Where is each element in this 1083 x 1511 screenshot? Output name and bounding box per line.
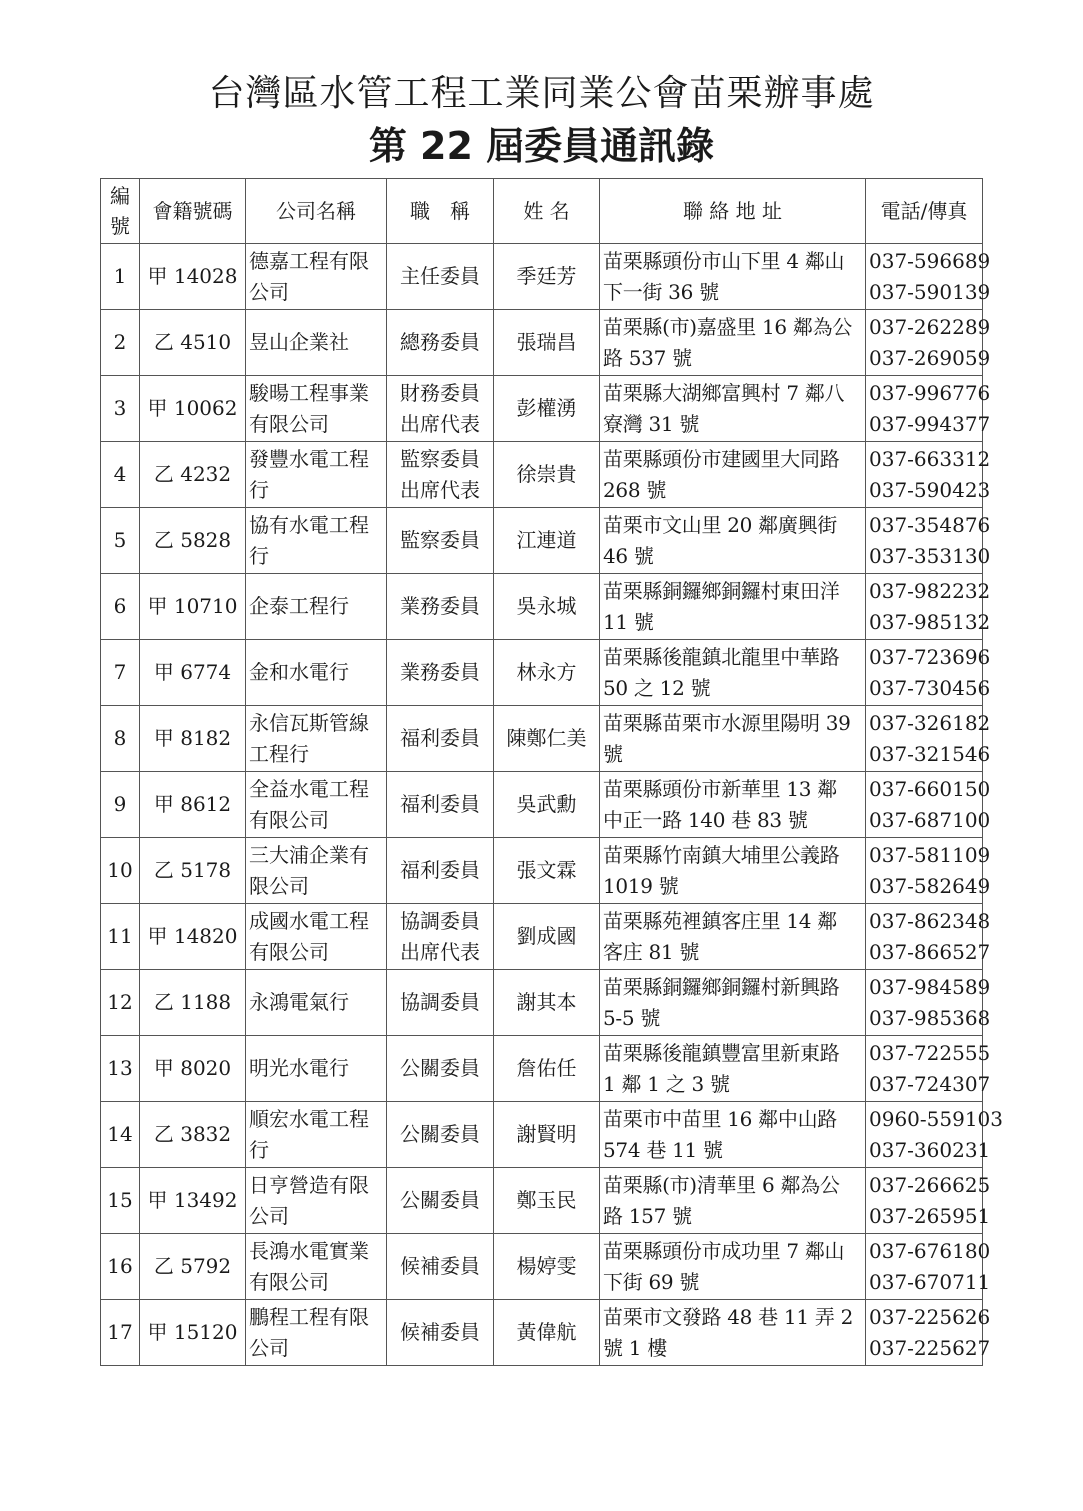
phone-fax bbox=[866, 838, 991, 904]
contact-address-line: 中正一路 140 巷 83 號 bbox=[603, 807, 808, 832]
position-title-line: 公關委員 bbox=[400, 1188, 480, 1212]
position-title bbox=[387, 640, 494, 706]
position-title-line: 福利委員 bbox=[400, 858, 480, 882]
position-title bbox=[387, 1102, 494, 1168]
phone-number: 037-723696 bbox=[869, 644, 991, 669]
person-name: 張文霖 bbox=[494, 838, 600, 904]
phone-fax bbox=[866, 1168, 991, 1234]
row-number: 2 bbox=[101, 310, 140, 376]
company-name-line: 有限公司 bbox=[249, 807, 329, 832]
contact-address-line: 寮灣 31 號 bbox=[603, 411, 700, 436]
phone-fax bbox=[866, 970, 991, 1036]
contact-address-line: 苗栗縣頭份市成功里 7 鄰山 bbox=[603, 1238, 845, 1263]
fax-number: 037-687100 bbox=[869, 807, 991, 832]
member-number: 甲 14028 bbox=[140, 244, 246, 310]
company-name-line: 協有水電工程 bbox=[249, 512, 369, 537]
company-name-line: 企泰工程行 bbox=[249, 594, 349, 618]
contact-address bbox=[600, 574, 866, 640]
member-number: 乙 3832 bbox=[140, 1102, 246, 1168]
person-name: 吳永城 bbox=[494, 574, 600, 640]
contact-address-line: 50 之 12 號 bbox=[603, 675, 711, 700]
position-title bbox=[387, 1036, 494, 1102]
position-title bbox=[387, 442, 494, 508]
contact-address bbox=[600, 838, 866, 904]
company-name-line: 限公司 bbox=[249, 873, 309, 898]
contact-address-line: 下一街 36 號 bbox=[603, 279, 719, 304]
contact-address bbox=[600, 442, 866, 508]
company-name-line: 成國水電工程 bbox=[249, 908, 369, 933]
person-name: 林永方 bbox=[494, 640, 600, 706]
row-number: 10 bbox=[101, 838, 140, 904]
phone-fax bbox=[866, 1300, 991, 1366]
contact-address bbox=[600, 1168, 866, 1234]
header-no: 編 號 bbox=[101, 179, 140, 244]
phone-number: 037-676180 bbox=[869, 1238, 991, 1263]
row-number: 4 bbox=[101, 442, 140, 508]
company-name-line: 鵬程工程有限 bbox=[249, 1304, 369, 1329]
table-row bbox=[101, 1036, 983, 1102]
fax-number: 037-225627 bbox=[869, 1335, 991, 1360]
position-title bbox=[387, 1300, 494, 1366]
contact-address bbox=[600, 904, 866, 970]
contact-address-line: 苗栗市文發路 48 巷 11 弄 2 bbox=[603, 1304, 854, 1329]
phone-fax bbox=[866, 508, 991, 574]
member-number: 甲 8182 bbox=[140, 706, 246, 772]
table-row bbox=[101, 706, 983, 772]
company-name bbox=[246, 442, 387, 508]
member-number: 甲 6774 bbox=[140, 640, 246, 706]
person-name: 徐崇貴 bbox=[494, 442, 600, 508]
fax-number: 037-265951 bbox=[869, 1203, 991, 1228]
phone-number: 037-722555 bbox=[869, 1040, 991, 1065]
company-name bbox=[246, 640, 387, 706]
header-position: 職 稱 bbox=[387, 179, 494, 244]
position-title-line: 協調委員 bbox=[400, 908, 480, 933]
contact-address bbox=[600, 244, 866, 310]
company-name bbox=[246, 1234, 387, 1300]
header-address: 聯 絡 地 址 bbox=[600, 179, 866, 244]
contact-address bbox=[600, 1300, 866, 1366]
person-name: 季廷芳 bbox=[494, 244, 600, 310]
table-row bbox=[101, 508, 983, 574]
contact-address-line: 苗栗市中苗里 16 鄰中山路 bbox=[603, 1106, 837, 1131]
member-number: 乙 4232 bbox=[140, 442, 246, 508]
table-row bbox=[101, 1300, 983, 1366]
document-subtitle: 第 22 屆委員通訊錄 bbox=[368, 124, 715, 168]
company-name-line: 公司 bbox=[249, 1335, 289, 1360]
row-number: 8 bbox=[101, 706, 140, 772]
contact-address bbox=[600, 640, 866, 706]
person-name: 詹佑任 bbox=[494, 1036, 600, 1102]
member-number: 甲 8612 bbox=[140, 772, 246, 838]
company-name-line: 長鴻水電實業 bbox=[249, 1238, 369, 1263]
position-title-line: 總務委員 bbox=[400, 330, 480, 354]
company-name bbox=[246, 244, 387, 310]
member-number: 乙 4510 bbox=[140, 310, 246, 376]
position-title-line: 業務委員 bbox=[400, 594, 480, 618]
row-number: 6 bbox=[101, 574, 140, 640]
row-number: 15 bbox=[101, 1168, 140, 1234]
company-name-line: 行 bbox=[249, 477, 269, 502]
phone-fax bbox=[866, 376, 991, 442]
company-name bbox=[246, 310, 387, 376]
contact-address-line: 苗栗市文山里 20 鄰廣興街 bbox=[603, 512, 837, 537]
table-header-row bbox=[101, 179, 983, 244]
contact-address-line: 苗栗縣後龍鎮豐富里新東路 bbox=[603, 1040, 840, 1065]
position-title-line: 福利委員 bbox=[400, 726, 480, 750]
row-number: 13 bbox=[101, 1036, 140, 1102]
position-title-line: 公關委員 bbox=[400, 1122, 480, 1146]
phone-number: 037-982232 bbox=[869, 578, 991, 603]
row-number: 1 bbox=[101, 244, 140, 310]
table-row bbox=[101, 1234, 983, 1300]
table-row bbox=[101, 772, 983, 838]
phone-fax bbox=[866, 1234, 991, 1300]
position-title bbox=[387, 1234, 494, 1300]
table-row bbox=[101, 1168, 983, 1234]
person-name: 劉成國 bbox=[494, 904, 600, 970]
position-title-line: 出席代表 bbox=[400, 411, 480, 436]
contact-address-line: 苗栗縣(市)清華里 6 鄰為公 bbox=[603, 1172, 840, 1197]
company-name-line: 發豐水電工程 bbox=[249, 446, 369, 471]
row-number: 17 bbox=[101, 1300, 140, 1366]
row-number: 12 bbox=[101, 970, 140, 1036]
table-row bbox=[101, 442, 983, 508]
phone-fax bbox=[866, 772, 991, 838]
company-name bbox=[246, 1102, 387, 1168]
contact-address bbox=[600, 310, 866, 376]
phone-number: 037-996776 bbox=[869, 380, 991, 405]
contact-address-line: 苗栗縣頭份市建國里大同路 bbox=[603, 446, 840, 471]
phone-number: 037-225626 bbox=[869, 1304, 991, 1329]
company-name-line: 工程行 bbox=[249, 741, 309, 766]
company-name bbox=[246, 772, 387, 838]
contact-address-line: 客庄 81 號 bbox=[603, 939, 700, 964]
fax-number: 037-730456 bbox=[869, 675, 991, 700]
phone-number: 037-354876 bbox=[869, 512, 991, 537]
member-number: 乙 5828 bbox=[140, 508, 246, 574]
phone-number: 037-596689 bbox=[869, 248, 991, 273]
fax-number: 037-866527 bbox=[869, 939, 991, 964]
position-title bbox=[387, 772, 494, 838]
contact-address-line: 1019 號 bbox=[603, 873, 679, 898]
position-title-line: 協調委員 bbox=[400, 990, 480, 1014]
table-row bbox=[101, 904, 983, 970]
row-number: 7 bbox=[101, 640, 140, 706]
contact-address-line: 苗栗縣銅鑼鄉銅鑼村新興路 bbox=[603, 974, 840, 999]
contact-address-line: 苗栗縣(市)嘉盛里 16 鄰為公 bbox=[603, 314, 852, 339]
person-name: 楊婷雯 bbox=[494, 1234, 600, 1300]
contact-address-line: 路 157 號 bbox=[603, 1203, 692, 1228]
table-row bbox=[101, 1102, 983, 1168]
company-name-line: 順宏水電工程 bbox=[249, 1106, 369, 1131]
table-row bbox=[101, 640, 983, 706]
contact-address bbox=[600, 376, 866, 442]
table-row bbox=[101, 310, 983, 376]
member-number: 甲 10062 bbox=[140, 376, 246, 442]
position-title bbox=[387, 508, 494, 574]
document-title: 台灣區水管工程工業同業公會苗栗辦事處 bbox=[208, 73, 875, 114]
phone-fax bbox=[866, 244, 991, 310]
contact-address-line: 苗栗縣後龍鎮北龍里中華路 bbox=[603, 644, 840, 669]
position-title bbox=[387, 904, 494, 970]
contact-address-line: 苗栗縣竹南鎮大埔里公義路 bbox=[603, 842, 840, 867]
position-title-line: 監察委員 bbox=[400, 528, 480, 552]
phone-number: 037-326182 bbox=[869, 710, 991, 735]
position-title bbox=[387, 970, 494, 1036]
position-title-line: 監察委員 bbox=[400, 446, 480, 471]
contact-address-line: 路 537 號 bbox=[603, 345, 692, 370]
table-row bbox=[101, 574, 983, 640]
phone-number: 037-660150 bbox=[869, 776, 991, 801]
row-number: 3 bbox=[101, 376, 140, 442]
position-title bbox=[387, 706, 494, 772]
position-title bbox=[387, 574, 494, 640]
table-row bbox=[101, 376, 983, 442]
contact-address bbox=[600, 706, 866, 772]
contact-address-line: 苗栗縣苑裡鎮客庄里 14 鄰 bbox=[603, 908, 837, 933]
contact-address-line: 苗栗縣苗栗市水源里陽明 39 bbox=[603, 710, 851, 735]
contact-address-line: 苗栗縣頭份市新華里 13 鄰 bbox=[603, 776, 837, 801]
member-number: 甲 13492 bbox=[140, 1168, 246, 1234]
contact-address bbox=[600, 1102, 866, 1168]
member-number: 甲 8020 bbox=[140, 1036, 246, 1102]
contact-address-line: 268 號 bbox=[603, 477, 667, 502]
company-name bbox=[246, 838, 387, 904]
phone-number: 037-266625 bbox=[869, 1172, 991, 1197]
person-name: 鄭玉民 bbox=[494, 1168, 600, 1234]
fax-number: 037-994377 bbox=[869, 411, 991, 436]
fax-number: 037-269059 bbox=[869, 345, 991, 370]
fax-number: 037-353130 bbox=[869, 543, 991, 568]
company-name-line: 明光水電行 bbox=[249, 1056, 349, 1080]
contact-address-line: 下街 69 號 bbox=[603, 1269, 700, 1294]
company-name-line: 駿暘工程事業 bbox=[249, 380, 369, 405]
person-name: 吳武勳 bbox=[494, 772, 600, 838]
position-title-line: 出席代表 bbox=[400, 477, 480, 502]
phone-number: 037-862348 bbox=[869, 908, 991, 933]
contact-address bbox=[600, 1234, 866, 1300]
committee-roster-table bbox=[100, 178, 1004, 1366]
position-title-line: 業務委員 bbox=[400, 660, 480, 684]
person-name: 謝其本 bbox=[494, 970, 600, 1036]
member-number: 甲 15120 bbox=[140, 1300, 246, 1366]
company-name bbox=[246, 508, 387, 574]
phone-fax bbox=[866, 310, 991, 376]
contact-address-line: 苗栗縣銅鑼鄉銅鑼村東田洋 bbox=[603, 578, 840, 603]
company-name bbox=[246, 970, 387, 1036]
phone-number: 0960-559103 bbox=[869, 1106, 1004, 1131]
position-title bbox=[387, 376, 494, 442]
company-name bbox=[246, 706, 387, 772]
fax-number: 037-985132 bbox=[869, 609, 991, 634]
position-title-line: 主任委員 bbox=[400, 264, 480, 288]
fax-number: 037-360231 bbox=[869, 1137, 991, 1162]
company-name-line: 永信瓦斯管線 bbox=[249, 710, 369, 735]
company-name-line: 公司 bbox=[249, 279, 289, 304]
contact-address bbox=[600, 970, 866, 1036]
company-name-line: 全益水電工程 bbox=[249, 776, 369, 801]
row-number: 16 bbox=[101, 1234, 140, 1300]
person-name: 彭權湧 bbox=[494, 376, 600, 442]
position-title-line: 出席代表 bbox=[400, 939, 480, 964]
contact-address bbox=[600, 1036, 866, 1102]
phone-fax bbox=[866, 706, 991, 772]
row-number: 14 bbox=[101, 1102, 140, 1168]
fax-number: 037-670711 bbox=[869, 1269, 991, 1294]
row-number: 11 bbox=[101, 904, 140, 970]
position-title-line: 福利委員 bbox=[400, 792, 480, 816]
fax-number: 037-724307 bbox=[869, 1071, 991, 1096]
position-title-line: 候補委員 bbox=[400, 1320, 480, 1344]
position-title bbox=[387, 1168, 494, 1234]
header-member-no: 會籍號碼 bbox=[140, 179, 246, 244]
person-name: 江連道 bbox=[494, 508, 600, 574]
header-company: 公司名稱 bbox=[246, 179, 387, 244]
position-title-line: 公關委員 bbox=[400, 1056, 480, 1080]
table-body bbox=[101, 244, 1004, 1366]
contact-address-line: 1 鄰 1 之 3 號 bbox=[603, 1071, 730, 1096]
position-title-line: 候補委員 bbox=[400, 1254, 480, 1278]
fax-number: 037-582649 bbox=[869, 873, 991, 898]
company-name bbox=[246, 904, 387, 970]
member-number: 乙 5178 bbox=[140, 838, 246, 904]
company-name-line: 日亨營造有限 bbox=[249, 1172, 369, 1197]
table-row bbox=[101, 244, 983, 310]
company-name-line: 金和水電行 bbox=[249, 660, 349, 684]
company-name bbox=[246, 1300, 387, 1366]
company-name bbox=[246, 574, 387, 640]
position-title-line: 財務委員 bbox=[400, 380, 480, 405]
member-number: 甲 10710 bbox=[140, 574, 246, 640]
contact-address-line: 苗栗縣大湖鄉富興村 7 鄰八 bbox=[603, 380, 845, 405]
person-name: 陳鄭仁美 bbox=[494, 706, 600, 772]
fax-number: 037-321546 bbox=[869, 741, 991, 766]
phone-fax bbox=[866, 574, 991, 640]
contact-address-line: 11 號 bbox=[603, 609, 654, 634]
company-name-line: 三大浦企業有 bbox=[249, 842, 369, 867]
phone-fax bbox=[866, 1102, 1004, 1168]
position-title bbox=[387, 310, 494, 376]
table-row bbox=[101, 838, 983, 904]
contact-address-line: 5-5 號 bbox=[603, 1005, 661, 1030]
row-number: 5 bbox=[101, 508, 140, 574]
phone-number: 037-984589 bbox=[869, 974, 991, 999]
header-name: 姓 名 bbox=[494, 179, 600, 244]
phone-number: 037-663312 bbox=[869, 446, 991, 471]
person-name: 黃偉航 bbox=[494, 1300, 600, 1366]
company-name-line: 德嘉工程有限 bbox=[249, 248, 369, 273]
person-name: 謝賢明 bbox=[494, 1102, 600, 1168]
position-title bbox=[387, 244, 494, 310]
contact-address-line: 號 bbox=[603, 741, 623, 766]
contact-address bbox=[600, 508, 866, 574]
company-name bbox=[246, 1168, 387, 1234]
company-name bbox=[246, 1036, 387, 1102]
company-name-line: 公司 bbox=[249, 1203, 289, 1228]
fax-number: 037-985368 bbox=[869, 1005, 991, 1030]
phone-fax bbox=[866, 904, 991, 970]
table-row bbox=[101, 970, 983, 1036]
person-name: 張瑞昌 bbox=[494, 310, 600, 376]
member-number: 甲 14820 bbox=[140, 904, 246, 970]
company-name-line: 永鴻電氣行 bbox=[249, 990, 349, 1014]
phone-fax bbox=[866, 442, 991, 508]
header-tel: 電話/傳真 bbox=[866, 179, 983, 244]
company-name-line: 昱山企業社 bbox=[249, 330, 349, 354]
phone-number: 037-262289 bbox=[869, 314, 991, 339]
fax-number: 037-590139 bbox=[869, 279, 991, 304]
contact-address-line: 苗栗縣頭份市山下里 4 鄰山 bbox=[603, 248, 845, 273]
row-number: 9 bbox=[101, 772, 140, 838]
company-name-line: 有限公司 bbox=[249, 411, 329, 436]
contact-address-line: 號 1 樓 bbox=[603, 1335, 667, 1360]
member-number: 乙 5792 bbox=[140, 1234, 246, 1300]
company-name-line: 有限公司 bbox=[249, 939, 329, 964]
member-number: 乙 1188 bbox=[140, 970, 246, 1036]
company-name-line: 有限公司 bbox=[249, 1269, 329, 1294]
fax-number: 037-590423 bbox=[869, 477, 991, 502]
contact-address bbox=[600, 772, 866, 838]
phone-number: 037-581109 bbox=[869, 842, 991, 867]
company-name-line: 行 bbox=[249, 1137, 269, 1162]
contact-address-line: 46 號 bbox=[603, 543, 654, 568]
contact-address-line: 574 巷 11 號 bbox=[603, 1137, 723, 1162]
phone-fax bbox=[866, 640, 991, 706]
company-name bbox=[246, 376, 387, 442]
position-title bbox=[387, 838, 494, 904]
company-name-line: 行 bbox=[249, 543, 269, 568]
phone-fax bbox=[866, 1036, 991, 1102]
